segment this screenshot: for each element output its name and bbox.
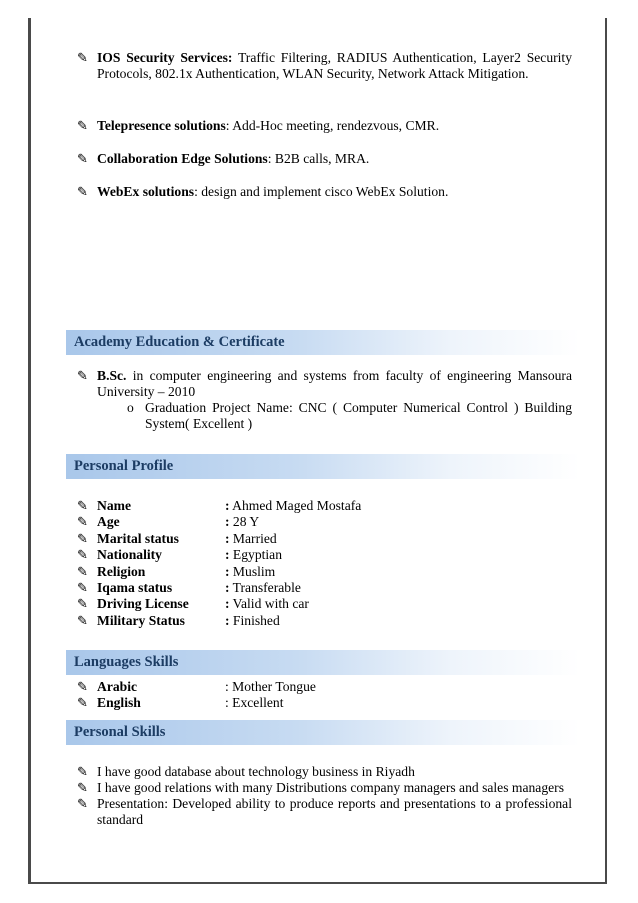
skill-item [75,764,572,780]
education-degree [75,368,572,400]
section-title: Languages Skills [74,654,179,670]
profile-row [75,613,572,629]
pencil-bullet-icon: ✎ [77,612,88,628]
languages-list [75,679,572,712]
profile-value: : Egyptian [225,547,283,563]
profile-row [75,580,572,596]
pencil-bullet-icon: ✎ [77,530,88,546]
profile-label: Nationality [97,547,162,563]
service-item [75,151,572,168]
language-label: Arabic [97,679,138,694]
services-list [75,50,572,201]
pencil-bullet-icon: ✎ [77,579,88,595]
pencil-bullet-icon: ✎ [77,498,88,513]
profile-row [75,596,572,612]
service-title: WebEx solutions [97,184,195,199]
service-title: Collaboration Edge Solutions [97,151,268,166]
profile-row [75,531,572,547]
profile-label: Marital status [97,530,179,546]
pencil-bullet-icon: ✎ [77,368,88,383]
skills-list [75,764,572,828]
language-label: English [97,695,141,711]
language-row [75,695,572,711]
section-title: Academy Education & Certificate [74,334,285,350]
pencil-bullet-icon: ✎ [77,563,88,579]
profile-label: Religion [97,563,146,579]
education-sub-item [75,400,572,432]
profile-label: Name [97,498,131,513]
service-item [75,118,572,135]
profile-list [75,498,572,629]
service-text: Traffic Filtering, RADIUS Authentication, Layer2 Security Protocols, 802.1x Authentication, WLAN Security, Network Attack Mitigation. [97,50,572,81]
service-title: IOS Security Services: [97,50,233,65]
profile-row [75,514,572,530]
education-section-header [66,330,580,355]
skill-item [75,780,572,796]
pencil-bullet-icon: ✎ [77,796,88,811]
profile-value: : Married [225,530,277,546]
pencil-bullet-icon: ✎ [77,50,88,65]
pencil-bullet-icon: ✎ [77,547,88,563]
pencil-bullet-icon: ✎ [77,151,88,166]
language-value: : Mother Tongue [225,679,316,694]
service-item [75,50,572,102]
skill-text: Presentation: Developed ability to produce reports and presentations to a professional standard [97,796,572,827]
circle-bullet-icon: o [127,400,134,415]
language-value: : Excellent [225,695,284,711]
service-title: Telepresence solutions [97,118,226,133]
skills-section-header [66,720,580,745]
pencil-bullet-icon: ✎ [77,695,88,711]
pencil-bullet-icon: ✎ [77,184,88,199]
profile-section-header [66,454,580,479]
pencil-bullet-icon: ✎ [77,118,88,133]
section-title: Personal Profile [74,458,174,474]
education-content [75,368,572,432]
service-item [75,184,572,201]
pencil-bullet-icon: ✎ [77,764,88,779]
profile-label: Iqama status [97,579,173,595]
skill-text: I have good database about technology business in Riyadh [97,764,415,779]
profile-row [75,547,572,563]
profile-label: Military Status [97,612,185,628]
pencil-bullet-icon: ✎ [77,679,88,694]
profile-value: : Muslim [225,563,276,579]
profile-row [75,498,572,514]
service-text: : B2B calls, MRA. [267,151,370,166]
profile-value: : Finished [225,612,280,628]
profile-value: : 28 Y [225,514,260,530]
profile-value: : Ahmed Maged Mostafa [225,498,362,513]
service-text: : Add-Hoc meeting, rendezvous, CMR. [225,118,440,133]
degree-text: in computer engineering and systems from faculty of engineering Mansoura University – 2010 [97,368,572,399]
pencil-bullet-icon: ✎ [77,596,88,612]
language-row [75,679,572,695]
project-text: Graduation Project Name: CNC ( Computer Numerical Control ) Building System( Excellent ) [145,400,572,431]
pencil-bullet-icon: ✎ [77,780,88,795]
section-title: Personal Skills [74,724,166,740]
profile-value: : Valid with car [225,596,309,612]
skill-item [75,796,572,828]
service-text: : design and implement cisco WebEx Solution. [194,184,449,199]
pencil-bullet-icon: ✎ [77,514,88,530]
degree-title: B.Sc. [97,368,127,383]
profile-label: Driving License [97,596,189,612]
profile-label: Age [97,514,120,530]
skill-text: I have good relations with many Distributions company managers and sales managers [97,780,564,795]
languages-section-header [66,650,580,675]
profile-value: : Transferable [225,579,301,595]
profile-row [75,564,572,580]
